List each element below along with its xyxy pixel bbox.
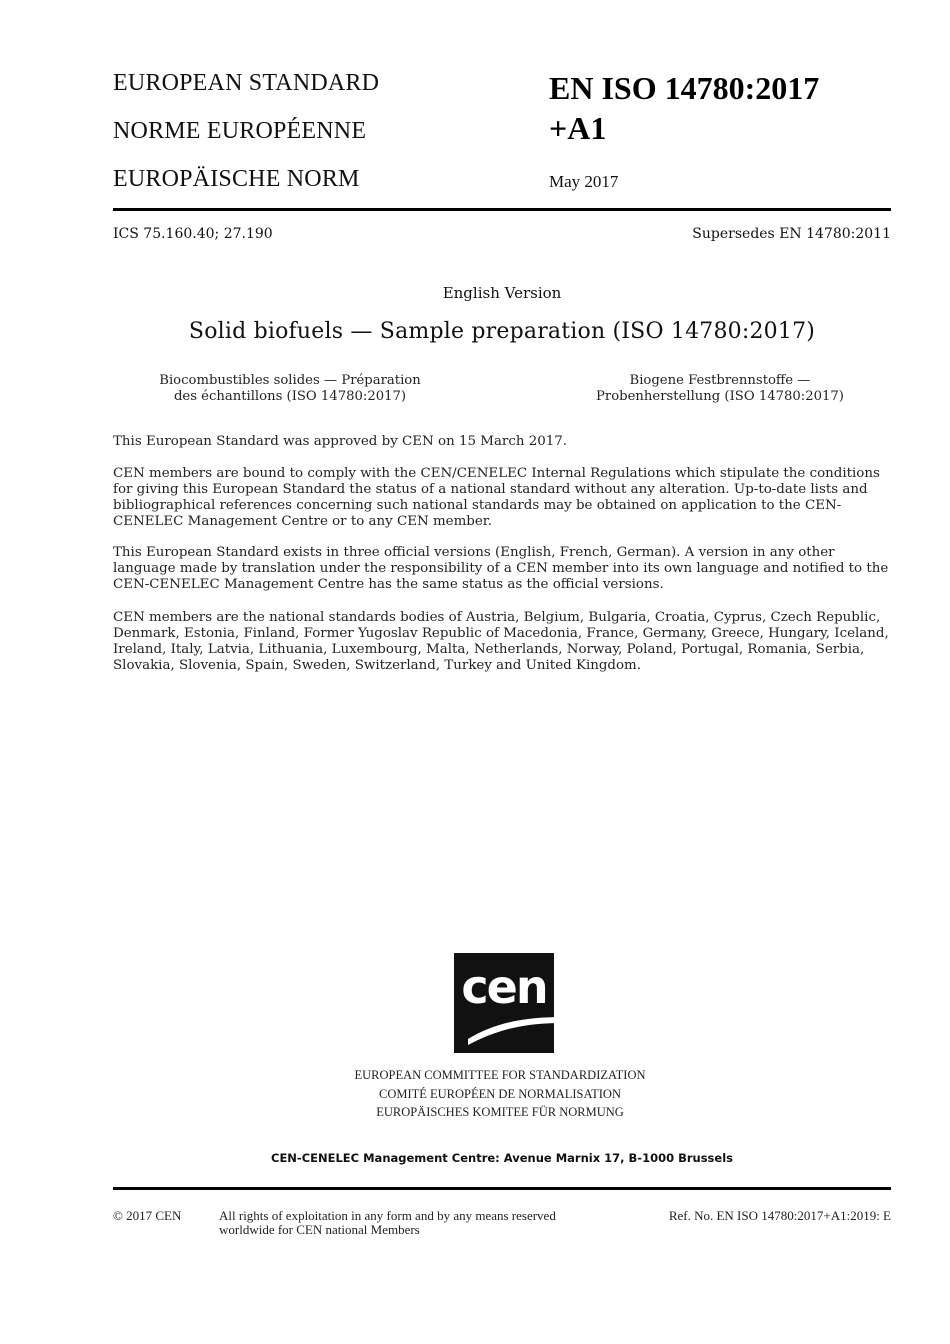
members-paragraph: CEN members are the national standards bodies of Austria, Belgium, Bulgaria, Croatia, Cyprus, Czech Republic, Denmark, Estonia, Finland, Former Yugoslav Republic of Macedonia, France, Germany, Greece, Hungary, Iceland, Ireland, Italy, Latvia, Lithuania, Luxembourg, Malta, Netherlands, Norway, Poland, Portugal, Romania, Serbia, Slovakia, Slovenia, Spain, Sweden, Switzerland, Turkey and United Kingdom. <box>113 610 889 673</box>
standard-number-amendment: +A1 <box>549 110 607 146</box>
management-centre-address: CEN-CENELEC Management Centre: Avenue Marnix 17, B-1000 Brussels <box>271 1151 733 1165</box>
cen-logo-text: cen <box>461 960 547 1014</box>
french-title-line: Biocombustibles solides — Préparation <box>159 373 421 388</box>
committee-names <box>300 1066 700 1122</box>
document-title: Solid biofuels — Sample preparation (ISO 14780:2017) <box>188 319 816 344</box>
supersedes-note: Supersedes EN 14780:2011 <box>692 226 891 242</box>
german-title <box>570 373 870 405</box>
german-title-line: Biogene Festbrennstoffe — <box>629 373 811 388</box>
publication-date: May 2017 <box>549 172 619 191</box>
title-french: NORME EUROPÉENNE <box>113 118 367 144</box>
footer-divider <box>113 1187 891 1190</box>
committee-name: EUROPEAN COMMITTEE FOR STANDARDIZATION <box>354 1068 646 1082</box>
committee-name: COMITÉ EUROPÉEN DE NORMALISATION <box>378 1086 621 1101</box>
title-german: EUROPÄISCHE NORM <box>113 166 360 192</box>
header-divider <box>113 208 891 211</box>
standard-number <box>549 68 819 148</box>
copyright: © 2017 CEN <box>113 1208 182 1223</box>
approval-paragraph: This European Standard was approved by CEN on 15 March 2017. <box>113 434 568 449</box>
reference-number: Ref. No. EN ISO 14780:2017+A1:2019: E <box>668 1208 891 1223</box>
version-label: English Version <box>442 284 562 302</box>
cen-logo-graphic <box>454 953 554 1053</box>
german-title-line: Probenherstellung (ISO 14780:2017) <box>596 389 844 404</box>
compliance-paragraph: CEN members are bound to comply with the CEN/CENELEC Internal Regulations which stipulate the conditions for giving this European Standard the status of a national standard without any alteration. Up-to-date lists and bibliographical references concerning such national standards may be obtained on application to the CEN-CENELEC Management Centre or to any CEN member. <box>113 466 880 529</box>
rights-line: All rights of exploitation in any form and by any means reserved <box>219 1208 556 1223</box>
title-english: EUROPEAN STANDARD <box>113 70 380 96</box>
ics-codes: ICS 75.160.40; 27.190 <box>113 226 273 242</box>
french-title <box>140 373 440 405</box>
cen-logo-icon <box>454 953 554 1053</box>
french-title-line: des échantillons (ISO 14780:2017) <box>173 389 407 404</box>
versions-paragraph: This European Standard exists in three official versions (English, French, German). A version in any other language made by translation under the responsibility of a CEN member into its own language and notified to the CEN-CENELEC Management Centre has the same status as the official versions. <box>113 545 889 592</box>
committee-name: EUROPÄISCHES KOMITEE FÜR NORMUNG <box>376 1105 624 1119</box>
rights-line: worldwide for CEN national Members <box>219 1222 420 1237</box>
rights-statement <box>219 1209 556 1237</box>
standard-number-main: EN ISO 14780:2017 <box>549 70 820 106</box>
